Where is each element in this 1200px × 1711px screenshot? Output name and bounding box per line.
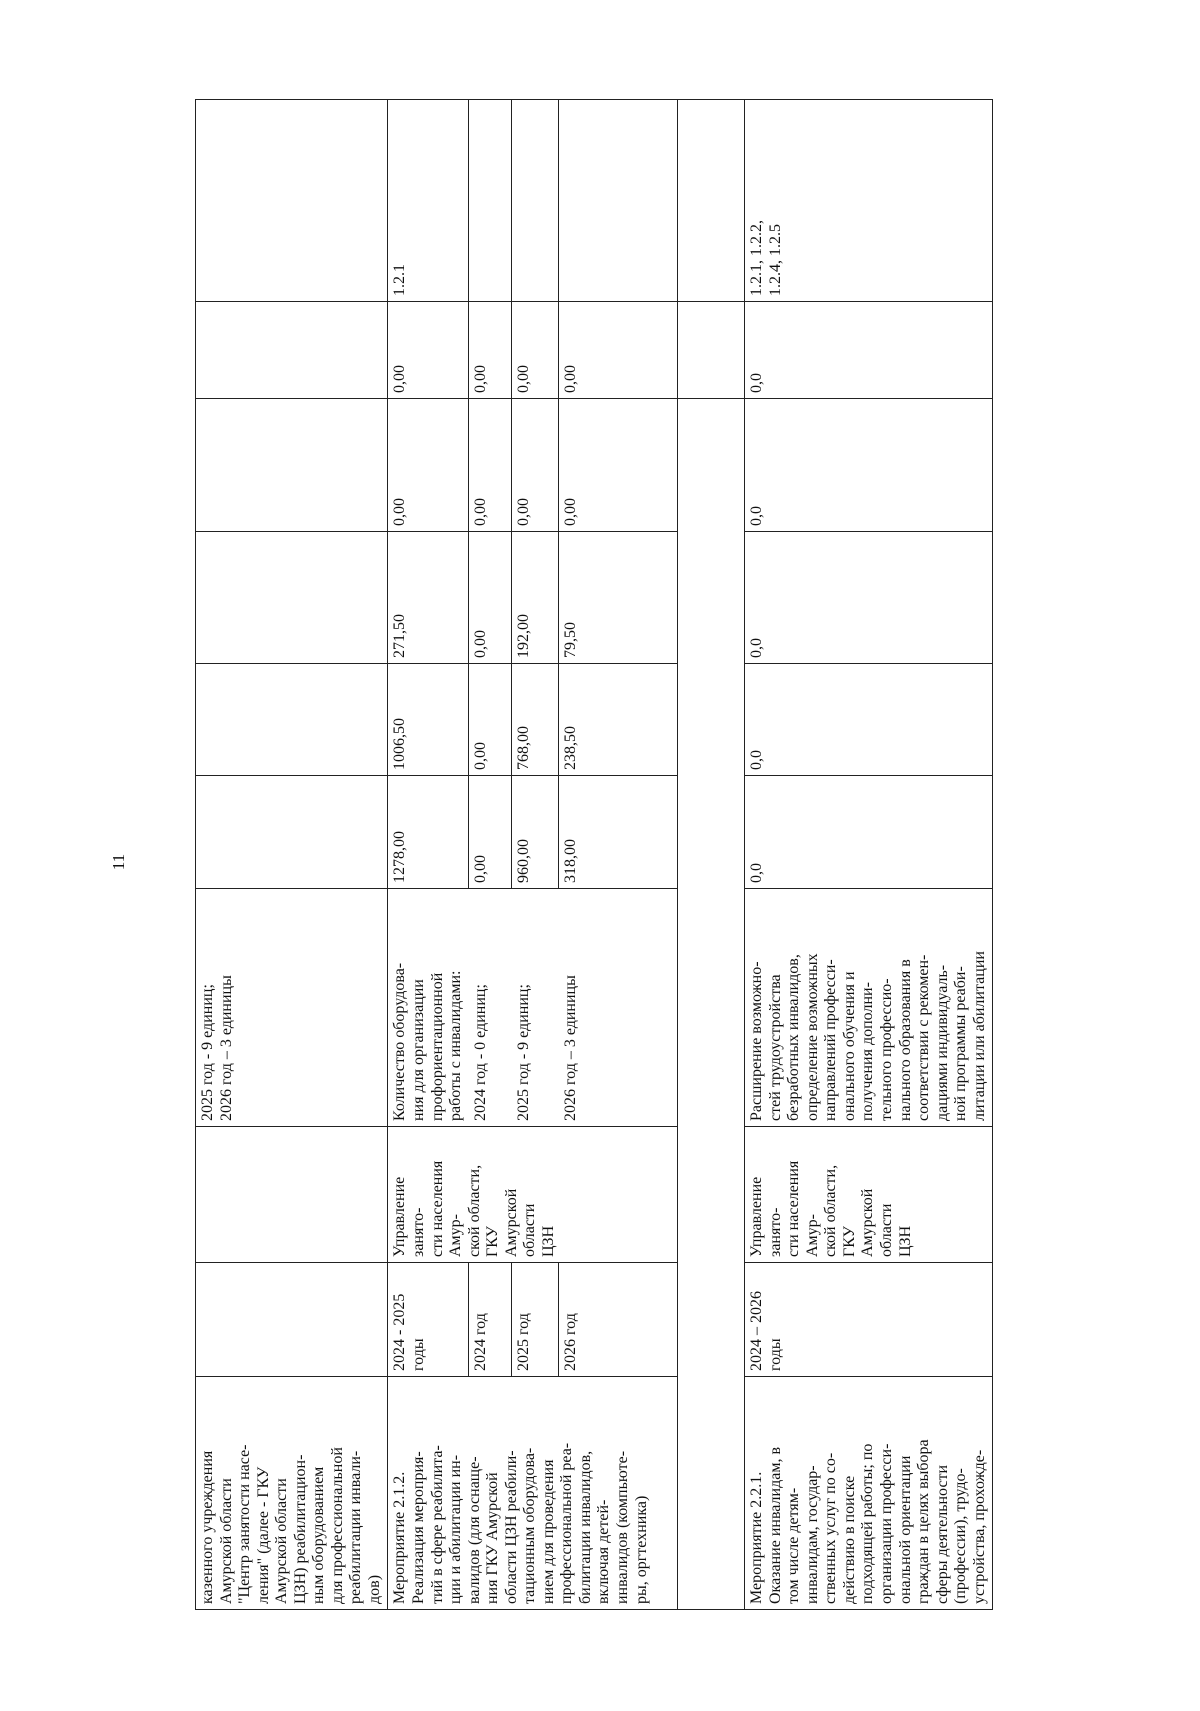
amount-2026-cell: 0,00 (559, 399, 678, 532)
indicator-cell: 2025 год - 9 единиц; 2026 год – 3 единицы (196, 889, 388, 1127)
amount-2027-cell: 0,00 (559, 302, 678, 399)
total-cell: 1278,00 (388, 776, 469, 889)
indicator-link-cell: 1.2.1 (388, 100, 469, 302)
indicator-cell: 2025 год - 9 единиц; (512, 889, 559, 1127)
indicator-cell: Количество оборудова- ния для организации профориентационной работы с инвалидами: (388, 889, 469, 1127)
total-cell: 960,00 (512, 776, 559, 889)
amount-2024-cell: 1006,50 (388, 664, 469, 776)
executor-cell: Управление занято- сти населения Амур- ской области, ГКУ Амурской области ЦЗН (745, 1127, 993, 1263)
table-row (196, 100, 388, 1610)
table-row (745, 100, 993, 1610)
total-cell (196, 776, 388, 889)
section-row (678, 100, 745, 1610)
event-cell: Мероприятие 2.2.1. Оказание инвалидам, в том числе детям- инвалидам, государ- ственных услуг по со- действию в поиске подходящей работы; по организации професси- ональной ориентации граждан в целях выбора сферы деятельности (профессии), трудо- устройства, прохожде- (745, 1377, 993, 1610)
indicator-link-cell (196, 100, 388, 302)
amount-2025-cell: 192,00 (512, 532, 559, 664)
indicator-link-cell (469, 100, 512, 302)
indicator-cell: 2026 год – 3 единицы (559, 889, 678, 1127)
amount-cell (196, 399, 388, 532)
section-heading (678, 399, 745, 1610)
period-cell: 2024 год (469, 1263, 512, 1377)
amount-cell (196, 302, 388, 399)
rotated-table-container (195, 100, 1125, 1610)
amount-2025-cell: 0,0 (745, 532, 993, 664)
total-cell: 0,00 (469, 776, 512, 889)
total-cell: 0,0 (745, 776, 993, 889)
event-cell: казенного учреждения Амурской области "Центр занятости насе- ления" (далее - ГКУ Амурской области ЦЗН) реабилитацион- ным оборудованием для профессиональной реабилитации инвали- дов) (196, 1377, 388, 1610)
period-cell: 2025 год (512, 1263, 559, 1377)
amount-2027-cell: 0,00 (512, 302, 559, 399)
amount-2024-cell: 0,0 (745, 664, 993, 776)
indicator-cell: Расширение возможно- стей трудоустройства безработных инвалидов, определение возможных направлений професси- онального обучения и получения дополни- тельного профессио- нального образования в соответствии с рекомен- дациями индивидуаль- ной программы реаби- литации или абилитации (745, 889, 993, 1127)
program-events-table (195, 99, 993, 1610)
indicator-link-cell (559, 100, 678, 302)
empty-cell (678, 100, 745, 302)
period-cell: 2026 год (559, 1263, 678, 1377)
amount-2027-cell: 0,0 (745, 302, 993, 399)
total-cell: 318,00 (559, 776, 678, 889)
amount-2025-cell: 79,50 (559, 532, 678, 664)
amount-2025-cell: 271,50 (388, 532, 469, 664)
event-cell: Мероприятие 2.1.2. Реализация мероприя- тий в сфере реабилита- ции и абилитации ин- валидов (для оснаще- ния ГКУ Амурской области ЦЗН реабили- тационным оборудова- нием для проведения профессиональной реа- билитации инвалидов, включая детей- инвалидов (компьюте- ры, оргтехника) (388, 1377, 678, 1610)
period-cell (196, 1263, 388, 1377)
executor-cell: Управление занято- сти населения Амур- ской области, ГКУ Амурской области ЦЗН (388, 1127, 678, 1263)
amount-2024-cell: 238,50 (559, 664, 678, 776)
empty-cell (678, 302, 745, 399)
indicator-link-cell: 1.2.1, 1.2.2, 1.2.4, 1.2.5 (745, 100, 993, 302)
amount-2027-cell: 0,00 (388, 302, 469, 399)
indicator-cell: 2024 год - 0 единиц; (469, 889, 512, 1127)
executor-cell (196, 1127, 388, 1263)
amount-cell (196, 664, 388, 776)
amount-cell (196, 532, 388, 664)
indicator-link-cell (512, 100, 559, 302)
amount-2026-cell: 0,00 (512, 399, 559, 532)
amount-2024-cell: 768,00 (512, 664, 559, 776)
period-cell: 2024 - 2025 годы (388, 1263, 469, 1377)
amount-2027-cell: 0,00 (469, 302, 512, 399)
period-cell: 2024 – 2026 годы (745, 1263, 993, 1377)
amount-2026-cell: 0,00 (388, 399, 469, 532)
amount-2025-cell: 0,00 (469, 532, 512, 664)
table-row (388, 100, 469, 1610)
amount-2024-cell: 0,00 (469, 664, 512, 776)
page-number: 11 (109, 853, 128, 871)
amount-2026-cell: 0,0 (745, 399, 993, 532)
amount-2026-cell: 0,00 (469, 399, 512, 532)
